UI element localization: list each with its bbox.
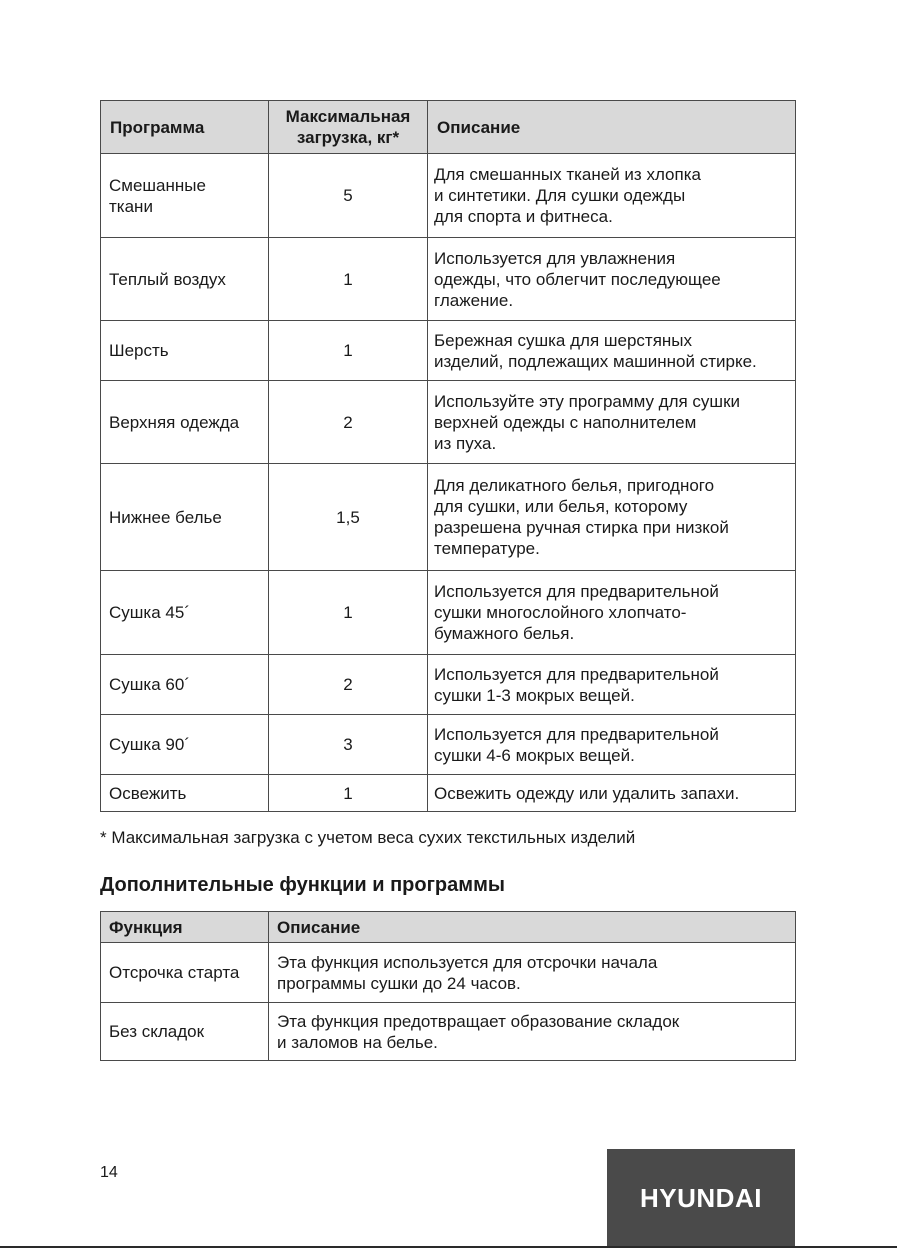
header-max-load: [269, 101, 428, 154]
table-row: [101, 464, 796, 571]
program-load: 1: [269, 321, 428, 381]
hyundai-logo: [607, 1149, 795, 1248]
header-max-load-line1: Максимальная: [285, 107, 411, 126]
program-name: Освежить: [101, 775, 269, 812]
table-row: [101, 321, 796, 381]
program-name: Шерсть: [101, 321, 269, 381]
description-line: программы сушки до 24 часов.: [277, 973, 521, 993]
programs-table: [100, 100, 796, 812]
table-row: [101, 775, 796, 812]
description-line: верхней одежды с наполнителем: [434, 412, 697, 432]
description-line: и синтетики. Для сушки одежды: [434, 186, 686, 205]
program-load: 2: [269, 381, 428, 464]
program-name-line: Смешанные: [109, 175, 206, 195]
table-row: [101, 238, 796, 321]
program-name-line: ткани: [109, 196, 153, 216]
description-line: глажение.: [434, 290, 514, 310]
description-line: для спорта и фитнеса.: [434, 207, 613, 226]
program-description: [428, 715, 796, 775]
functions-header-row: [101, 912, 796, 943]
function-description: [269, 1003, 796, 1061]
function-name: Отсрочка старта: [101, 943, 269, 1003]
program-description: [428, 321, 796, 381]
program-description: [428, 238, 796, 321]
program-description: Освежить одежду или удалить запахи.: [428, 775, 796, 812]
program-load: 1: [269, 571, 428, 655]
description-line: Используется для предварительной: [434, 664, 719, 684]
description-line: Бережная сушка для шерстяных: [434, 330, 693, 350]
description-line: Используется для увлажнения: [434, 248, 676, 268]
description-line: Для деликатного белья, пригодного: [434, 476, 715, 495]
program-load: 1,5: [269, 464, 428, 571]
description-line: сушки 4-6 мокрых вещей.: [434, 745, 635, 765]
description-line: сушки 1-3 мокрых вещей.: [434, 685, 635, 705]
table-row: [101, 154, 796, 238]
description-line: для сушки, или белья, которому: [434, 497, 688, 516]
description-line: Используйте эту программу для сушки: [434, 391, 741, 411]
program-load: 2: [269, 655, 428, 715]
functions-table: [100, 911, 796, 1061]
program-load: 3: [269, 715, 428, 775]
program-load: 1: [269, 775, 428, 812]
description-line: температуре.: [434, 539, 540, 558]
description-line: разрешена ручная стирка при низкой: [434, 518, 729, 537]
description-line: Для смешанных тканей из хлопка: [434, 165, 701, 184]
table-row: [101, 655, 796, 715]
table-row: [101, 1003, 796, 1061]
program-name: Сушка 90´: [101, 715, 269, 775]
header-max-load-line2: загрузка, кг*: [296, 128, 400, 147]
program-description: [428, 381, 796, 464]
programs-header-row: [101, 101, 796, 154]
description-line: изделий, подлежащих машинной стирке.: [434, 351, 757, 371]
description-line: Используется для предварительной: [434, 582, 719, 601]
table-row: [101, 715, 796, 775]
program-description: [428, 571, 796, 655]
description-line: сушки многослойного хлопчато-: [434, 603, 687, 622]
table-row: [101, 571, 796, 655]
table-row: [101, 943, 796, 1003]
description-line: одежды, что облегчит последующее: [434, 269, 721, 289]
footnote: * Максимальная загрузка с учетом веса сухих текстильных изделий: [100, 828, 636, 847]
description-line: бумажного белья.: [434, 624, 575, 643]
description-line: Эта функция предотвращает образование складок: [277, 1011, 680, 1031]
program-name: Сушка 60´: [101, 655, 269, 715]
table-row: [101, 381, 796, 464]
header-function: Функция: [101, 912, 269, 943]
program-description: [428, 464, 796, 571]
function-description: [269, 943, 796, 1003]
description-line: Эта функция используется для отсрочки начала: [277, 952, 658, 972]
page-number: 14: [100, 1164, 118, 1181]
description-line: Используется для предварительной: [434, 724, 719, 744]
function-name: Без складок: [101, 1003, 269, 1061]
program-name: Теплый воздух: [101, 238, 269, 321]
description-line: и заломов на белье.: [277, 1032, 438, 1052]
program-description: [428, 655, 796, 715]
header-program: Программа: [101, 101, 269, 154]
program-name: Сушка 45´: [101, 571, 269, 655]
header-description: Описание: [428, 101, 796, 154]
program-name: Нижнее белье: [101, 464, 269, 571]
description-line: из пуха.: [434, 433, 497, 453]
header-function-description: Описание: [269, 912, 796, 943]
program-name: Верхняя одежда: [101, 381, 269, 464]
program-load: 5: [269, 154, 428, 238]
program-name: [101, 154, 269, 238]
logo-text: HYUNDAI: [640, 1183, 762, 1213]
program-load: 1: [269, 238, 428, 321]
program-description: [428, 154, 796, 238]
section-title: Дополнительные функции и программы: [100, 874, 505, 896]
